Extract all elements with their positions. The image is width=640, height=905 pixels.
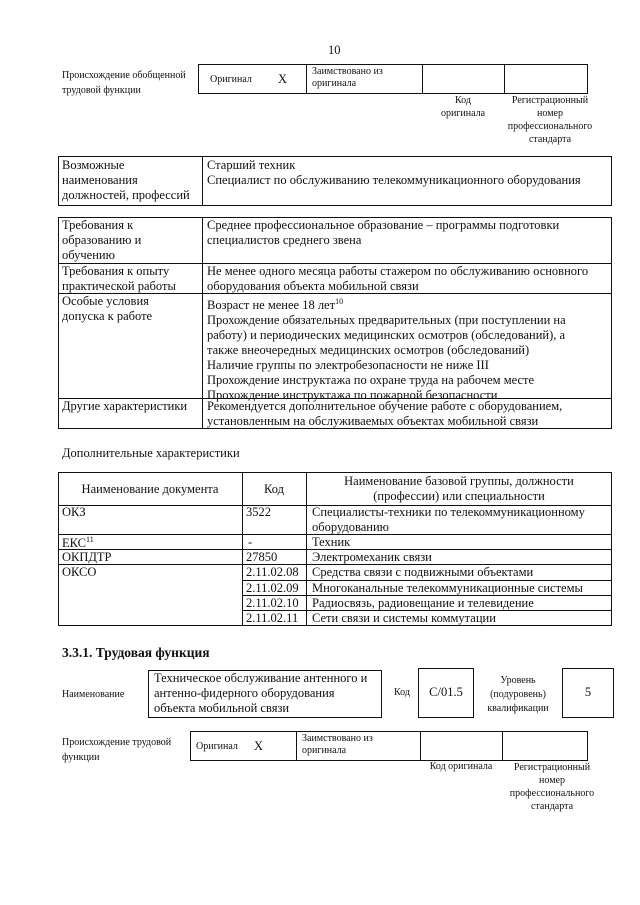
okso-code: 2.11.02.09	[246, 581, 299, 595]
okso-name: Радиосвязь, радиовещание и телевидение	[312, 596, 534, 610]
eks-doc	[62, 535, 94, 551]
original-mark: X	[278, 72, 288, 86]
label-line: Особые условия	[62, 294, 149, 308]
origin-label-line: трудовой функции	[62, 85, 141, 96]
borrowed-label	[312, 66, 383, 90]
age-text: Возраст не менее 18 лет	[207, 298, 336, 313]
name-line: антенно-фидерного оборудования	[154, 686, 335, 700]
value-line: работу) и периодических медицинских осмотров (обследований), а	[207, 328, 566, 343]
reg-number-caption	[504, 761, 600, 813]
borrowed-line: Заимствовано из	[312, 66, 383, 77]
value-line: установленным на обслуживаемых объектах мобильной связи	[207, 414, 539, 428]
original-label: Оригинал	[196, 741, 238, 752]
okpdtr-doc: ОКПДТР	[62, 550, 112, 564]
value-line: Наличие группы по электробезопасности не ниже III	[207, 358, 489, 373]
value-line: Среднее профессиональное образование – программы подготовки	[207, 218, 560, 232]
header-code: Код	[264, 482, 284, 496]
header-doc: Наименование документа	[81, 482, 219, 496]
caption-line: стандарта	[528, 134, 572, 145]
value-line: Прохождение обязательных предварительных (при поступлении на	[207, 313, 566, 328]
value-line: Специалист по обслуживанию телекоммуникационного оборудования	[207, 173, 581, 187]
caption-line: профессионального	[509, 788, 595, 799]
original-mark: X	[254, 739, 264, 753]
names-value	[207, 158, 581, 188]
label-line: Требования к	[62, 218, 134, 232]
name-line: Специалисты-техники по телекоммуникационному	[312, 505, 585, 519]
value-line	[207, 294, 566, 313]
caption-line: номер	[539, 775, 565, 786]
value-line: также внеочередных медицинских осмотров (обследований)	[207, 343, 530, 358]
name-line: объекта мобильной связи	[154, 701, 290, 715]
label-line: наименования	[62, 173, 138, 187]
okz-name	[312, 505, 585, 535]
other-value	[207, 399, 562, 429]
education-value	[207, 218, 559, 248]
caption-line: профессионального	[507, 121, 593, 132]
conditions-value	[207, 294, 566, 403]
experience-label	[62, 264, 176, 294]
name-line: Техническое обслуживание антенного и	[154, 671, 368, 685]
header-name	[306, 474, 612, 504]
header-line: (профессии) или специальности	[373, 489, 545, 503]
eks-name: Техник	[312, 535, 351, 549]
label-line: практической работы	[62, 279, 176, 293]
code-original-caption	[424, 94, 502, 120]
okso-name: Сети связи и системы коммутации	[312, 611, 496, 625]
value-line: оборудования объекта мобильной связи	[207, 279, 419, 293]
okz-code: 3522	[246, 505, 271, 519]
value-line: Не менее одного месяца работы стажером по обслуживанию основного	[207, 264, 589, 278]
origin-label-line: Происхождение обобщенной	[62, 70, 186, 81]
origin-table	[190, 731, 588, 761]
label-line: Требования к опыту	[62, 264, 170, 278]
original-label: Оригинал	[210, 74, 252, 85]
origin-label-line: Происхождение трудовой	[62, 737, 172, 748]
origin-table	[198, 64, 588, 94]
reg-number-caption	[504, 94, 596, 146]
okso-code: 2.11.02.08	[246, 565, 299, 579]
label-line: допуска к работе	[62, 309, 153, 323]
footnote-ref: 11	[86, 535, 94, 544]
caption-line: номер	[537, 108, 563, 119]
header-line: Наименование базовой группы, должности	[344, 474, 574, 488]
borrowed-line: Заимствовано из	[302, 733, 373, 744]
code-original-caption: Код оригинала	[429, 761, 493, 772]
okpdtr-name: Электромеханик связи	[312, 550, 432, 564]
value-line: Старший техник	[207, 158, 296, 172]
origin-label	[62, 68, 186, 98]
okpdtr-code: 27850	[246, 550, 278, 564]
okso-doc: ОКСО	[62, 565, 97, 579]
origin-label-line: функции	[62, 752, 100, 763]
footnote-ref: 10	[335, 297, 344, 306]
conditions-label	[62, 294, 152, 324]
name-line: оборудованию	[312, 520, 390, 534]
label-line: должностей, профессий	[62, 188, 190, 202]
function-code: C/01.5	[429, 685, 463, 699]
okso-code: 2.11.02.10	[246, 596, 299, 610]
caption-line: стандарта	[530, 801, 574, 812]
names-label	[62, 158, 190, 203]
caption-line: Регистрационный	[511, 95, 589, 106]
page-number: 10	[328, 43, 341, 57]
value-line: Рекомендуется дополнительное обучение работе с оборудованием,	[207, 399, 563, 413]
other-label: Другие характеристики	[62, 399, 188, 413]
okso-code: 2.11.02.11	[246, 611, 299, 625]
value-line: Прохождение инструктажа по охране труда на рабочем месте	[207, 373, 535, 388]
section-heading: 3.3.1. Трудовая функция	[62, 645, 210, 660]
label-line: квалификации	[487, 703, 549, 714]
caption-line: Регистрационный	[513, 762, 591, 773]
caption-line: Код	[455, 95, 471, 106]
label-line: Возможные	[62, 158, 125, 172]
origin-label	[62, 735, 171, 765]
label-line: Уровень	[500, 675, 536, 686]
okso-name: Многоканальные телекоммуникационные системы	[312, 581, 583, 595]
label-line: образованию и	[62, 233, 142, 247]
experience-value	[207, 264, 588, 294]
extra-title: Дополнительные характеристики	[62, 446, 240, 460]
function-name-label: Наименование	[62, 689, 125, 700]
qualification-level: 5	[584, 685, 592, 699]
borrowed-line: оригинала	[312, 78, 357, 89]
value-line: специалистов среднего звена	[207, 233, 362, 247]
okso-name: Средства связи с подвижными объектами	[312, 565, 534, 579]
borrowed-line: оригинала	[302, 745, 347, 756]
eks-text: ЕКС	[62, 536, 86, 551]
label-line: (подуровень)	[490, 689, 546, 700]
value-line: Прохождение инструктажа по пожарной безопасности	[207, 388, 498, 403]
qualification-label	[482, 674, 554, 716]
function-code-label: Код	[394, 687, 410, 698]
education-label	[62, 218, 141, 263]
label-line: обучению	[62, 248, 115, 262]
function-name	[154, 671, 367, 716]
okz-doc: ОКЗ	[62, 505, 86, 519]
caption-line: оригинала	[440, 108, 486, 119]
eks-code: -	[248, 535, 253, 549]
borrowed-label	[302, 733, 373, 757]
